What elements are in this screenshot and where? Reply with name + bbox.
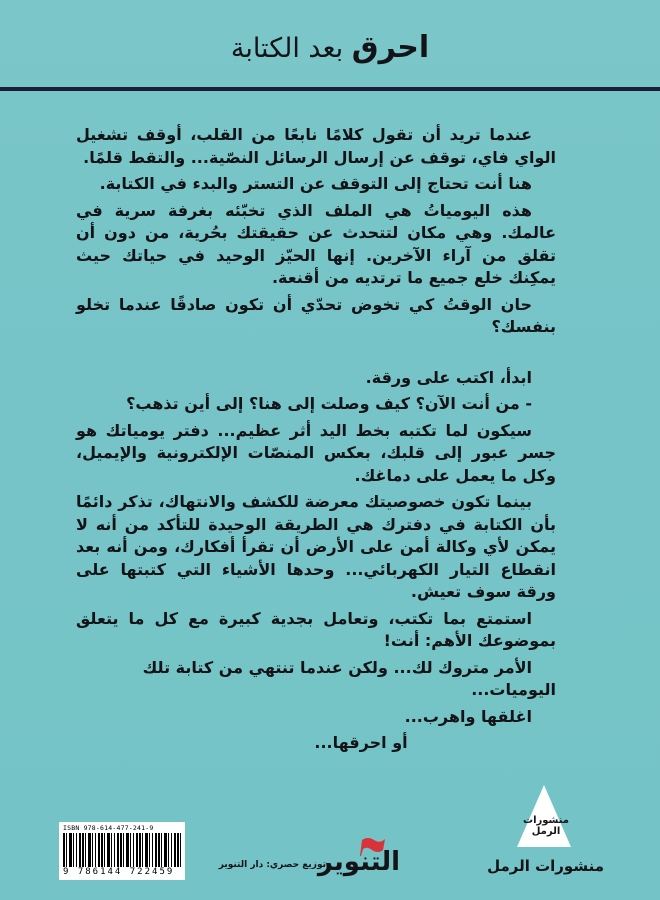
blurb-paragraph: الأمر متروك لك... ولكن عندما تنتهي من كتابة تلك اليوميات... — [142, 657, 556, 699]
blurb-paragraph: سيكون لما تكتبه بخط اليد أثر عظيم... دفتر يومياتك هو جسر عبور إلى قلبك، بعكس المنصّات الإلكترونية والإيميل، وكل ما يعمل على دماغك. — [76, 420, 556, 485]
blurb-paragraph: حان الوقتُ كي تخوض تحدّي أن تكون صادقًا عندما تخلو بنفسك؟ — [76, 294, 556, 336]
barcode-bars — [63, 833, 181, 867]
title-bold-word: احرق — [351, 30, 430, 65]
blurb-paragraph: ابدأ، اكتب على ورقة. — [365, 367, 532, 387]
barcode-digits: 9 786144 722459 — [63, 867, 175, 877]
tanweer-logo-word: التنوير — [317, 847, 400, 877]
isbn-barcode — [59, 822, 185, 880]
blurb-paragraph: - من أنت الآن؟ كيف وصلت إلى هنا؟ إلى أين تذهب؟ — [126, 394, 532, 413]
blurb-paragraph: عندما تريد أن تقول كلامًا نابعًا من القلب، أوقف تشغيل الواي فاي، توقف عن إرسال الرسائل النصّية... والتقط قلمًا. — [76, 125, 556, 167]
title-rest: بعد الكتابة — [230, 33, 344, 64]
blurb-paragraph: استمتع بما تكتب، وتعامل بجدية كبيرة مع كل ما يتعلق بموضوعك الأهم: أنت! — [76, 608, 556, 650]
distribution-note: توزيع حصري: دار التنوير — [218, 860, 326, 870]
title-divider — [0, 87, 660, 91]
blurb-text — [76, 124, 556, 759]
isbn-label: ISBN 978-614-477-241-9 — [63, 824, 154, 832]
publisher-name: منشورات الرمل — [487, 857, 604, 875]
blurb-closing-line: أو احرقها... — [314, 733, 408, 752]
tanweer-publisher-logo — [218, 834, 438, 890]
blurb-paragraph: هنا أنت تحتاج إلى التوقف عن التستر والبدء في الكتابة. — [99, 174, 532, 193]
blurb-paragraph: بينما تكون خصوصيتك معرضة للكشف والانتهاك، تذكر دائمًا بأن الكتابة في دفترك هي الطريقة الوحيدة للتأكد من أنه لا يمكن لأي وكالة أمن على الأرض أن تقرأ أفكارك، ومن أنه بعد انقطاع التيار الكهربائي... وحدها الأشياء التي كتبتها على ورقة سوف تعيش. — [76, 492, 556, 601]
triangle-logo-text: منشورات الرمل — [523, 815, 569, 837]
blurb-paragraph: هذه اليومياتُ هي الملف الذي تخبّئه بغرفة سرية في عالمك. وهي مكان لتتحدث عن حقيقتك بحُرية، من دون أن تقلق من آراء الآخرين. إنها الحيّز الوحيد في حياتك حيث يمكِنك خلع جميع ما ترتديه من أقنعة. — [76, 200, 556, 287]
raml-publisher-logo — [487, 785, 610, 895]
book-title — [0, 30, 660, 67]
blurb-paragraph: اغلقها واهرب... — [404, 706, 532, 726]
